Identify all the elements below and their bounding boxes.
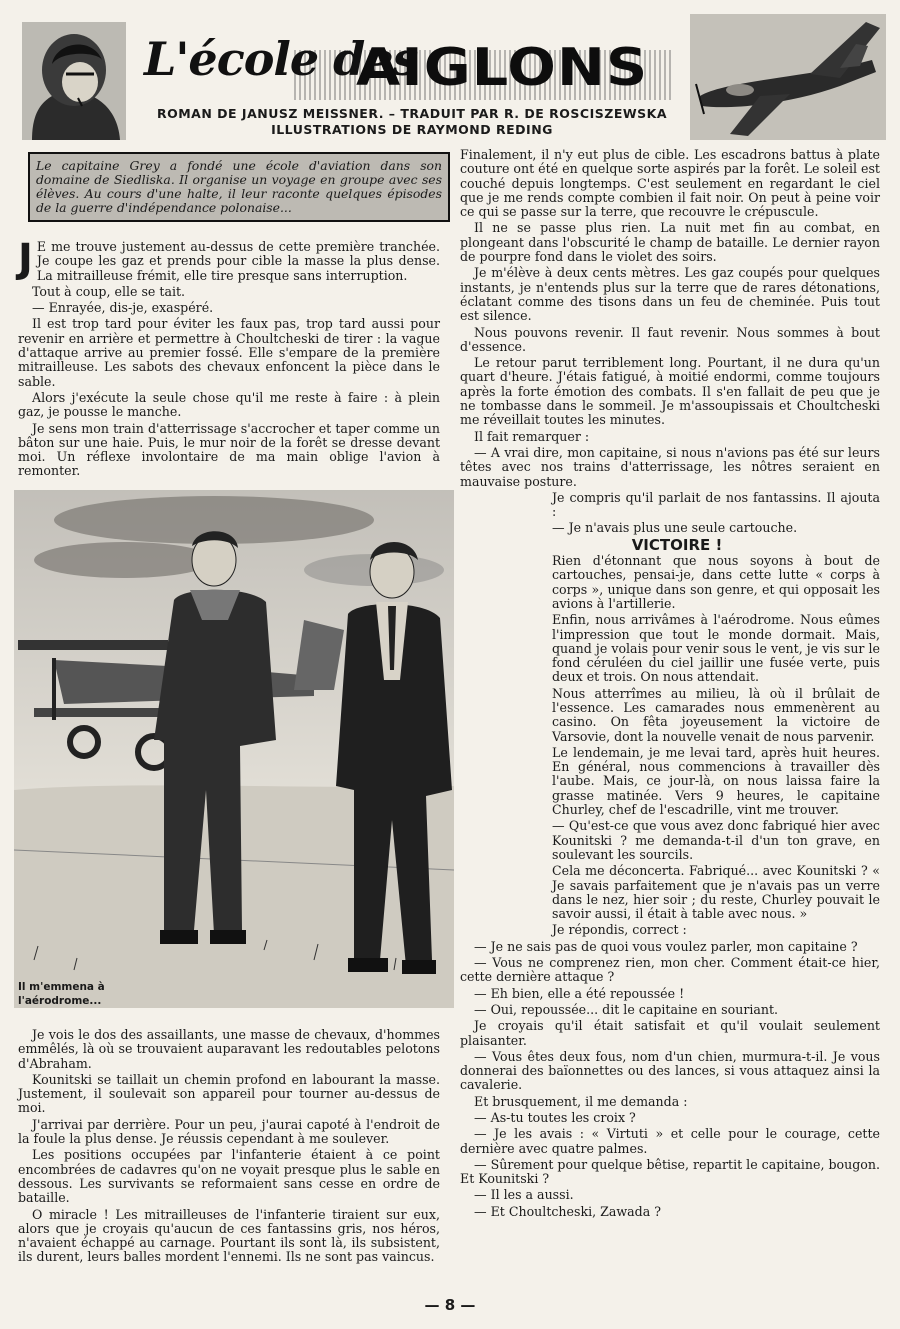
paragraph: — Vous ne comprenez rien, mon cher. Comment était-ce hier, cette dernière attaque ? xyxy=(460,955,880,985)
paragraph: Kounitski se taillait un chemin profond en labourant la masse. Justement, il soulevait son appareil pour tourner au-dessus de moi. xyxy=(18,1071,440,1116)
paragraph: Je croyais qu'il était satisfait et qu'il voulait seulement plaisanter. xyxy=(460,1018,880,1048)
drop-cap: J xyxy=(18,236,33,282)
title-banner xyxy=(134,28,682,98)
paragraph: — Qu'est-ce que vous avez donc fabriqué hier avec Kounitski ? me demanda-t-il d'un ton grave, en soulevant les sourcils. xyxy=(552,818,880,862)
two-aviators-illustration xyxy=(14,490,454,1008)
paragraph: — Je les avais : « Virtuti » et celle pour le courage, cette dernière avec quatre palmes. xyxy=(460,1126,880,1156)
paragraph: O miracle ! Les mitrailleuses de l'infanterie tiraient sur eux, alors que je croyais qu'aucun de ces fantassins gris, nos héros, n'avaient échappé au carnage. Pourtant ils sont là, ils subsistent, ils durent, leurs balles mordent l'ennemi. Ils ne sont pas vaincus. xyxy=(18,1206,440,1265)
title-bold: AIGLONS xyxy=(356,38,649,98)
byline xyxy=(142,106,682,138)
paragraph: — As-tu toutes les croix ? xyxy=(474,1110,636,1125)
title-script: L'école des xyxy=(144,32,418,86)
paragraph: — Sûrement pour quelque bêtise, repartit le capitaine, bougon. Et Kounitski ? xyxy=(460,1156,880,1187)
byline-illustrator: ILLUSTRATIONS DE RAYMOND REDING xyxy=(271,122,553,137)
paragraph: Je m'élève à deux cents mètres. Les gaz coupés pour quelques instants, je n'entends plus sur la terre que de rares détonations, éclatant comme des tisons dans un feu de cheminée. Puis tout est silence. xyxy=(460,265,880,324)
paragraph: Le lendemain, je me levai tard, après huit heures. En général, nous commencions à travailler dès l'aube. Mais, ce jour-là, on nous laissa faire la grasse matinée. Vers 9 heures, le capitaine Churley, chef de l'escadrille, vint me trouver. xyxy=(552,744,880,818)
paragraph: — Eh bien, elle a été repoussée ! xyxy=(474,985,685,1001)
paragraph: Nous atterrîmes au milieu, là où il brûlait de l'essence. Les camarades nous emmenèrent au casino. On fêta joyeusement la victoire de Varsovie, dont la nouvelle venait de nous parvenir. xyxy=(552,685,880,744)
left-column-top xyxy=(18,236,440,481)
masthead xyxy=(22,14,880,140)
paragraph: Alors j'exécute la seule chose qu'il me reste à faire : à plein gaz, je pousse le manche. xyxy=(18,389,440,420)
paragraph: Les positions occupées par l'infanterie étaient à ce point encombrées de cadavres qu'on ne voyait presque plus le sable en dessous. Les survivants se reformaient sans cesse en ordre de bataille. xyxy=(18,1147,440,1206)
paragraph: Il ne se passe plus rien. La nuit met fin au combat, en plongeant dans l'obscurité le champ de bataille. Le dernier rayon de pourpre fond dans le violet des soirs. xyxy=(460,220,880,265)
paragraph: Il est trop tard pour éviter les faux pas, trop tard aussi pour revenir en arrière et permettre à Choultcheski de tirer : la vague d'attaque arrive au premier fossé. Elle s'empare de la première mitrailleuse. Les sabots des chevaux enfoncent la pièce dans le sable. xyxy=(18,316,440,389)
paragraph: Rien d'étonnant que nous soyons à bout de cartouches, pensai-je, dans cette lutte « corps à corps », unique dans son genre, et qui opposait les avions à l'artillerie. xyxy=(552,553,880,611)
paragraph: — Je ne sais pas de quoi vous voulez parler, mon capitaine ? xyxy=(474,938,858,954)
paragraph: Nous pouvons revenir. Il faut revenir. Nous sommes à bout d'essence. xyxy=(460,324,880,354)
paragraph: Je sens mon train d'atterrissage s'accrocher et taper comme un bâton sur une haie. Puis, le mur noir de la forêt se dresse devant moi. Un réflexe involontaire de ma main oblige l'avion à remonter. xyxy=(18,420,440,479)
illustration-caption: Il m'emmena à l'aérodrome... xyxy=(18,981,105,1007)
paragraph: — Je n'avais plus une seule cartouche. xyxy=(552,520,798,536)
page-number: — 8 — xyxy=(424,1296,476,1314)
byline-author: ROMAN DE JANUSZ MEISSNER. – TRADUIT PAR R. DE ROSCISZEWSKA xyxy=(156,106,668,121)
chapter-summary: Le capitaine Grey a fondé une école d'aviation dans son domaine de Siedliska. Il organise un voyage en groupe avec ses élèves. Au cours d'une halte, il leur raconte quelques épisodes de la guerre d'indépendance polonaise... xyxy=(28,152,450,222)
paragraph: — Et Choultcheski, Zawada ? xyxy=(474,1203,661,1219)
paragraph: — A vrai dire, mon capitaine, si nous n'avions pas été sur leurs têtes avec nos trains d'atterrissage, les nôtres seraient en mauvaise posture. xyxy=(460,444,880,489)
paragraph: Et brusquement, il me demanda : xyxy=(474,1093,688,1109)
left-column-bottom xyxy=(18,1028,440,1267)
right-column xyxy=(460,148,880,1221)
paragraph: Enfin, nous arrivâmes à l'aérodrome. Nous eûmes l'impression que tout le monde dormait. Mais, quand je volais pour venir sous le vent, je vis sur le fond céruléen du ciel jaillir une fusée verte, puis deux et trois. On nous attendait. xyxy=(552,612,880,685)
paragraph: — Vous êtes deux fous, nom d'un chien, murmura-t-il. Je vous donnerai des baïonnettes ou des lances, si vous attaquez ainsi la cavalerie. xyxy=(460,1048,880,1093)
paragraph: Il fait remarquer : xyxy=(474,428,590,444)
paragraph: Je vois le dos des assaillants, une masse de chevaux, d'hommes emmêlés, là où se trouvaient auparavant les redoutables pelotons d'Abraham. xyxy=(18,1027,440,1071)
paragraph: — Il les a aussi. xyxy=(474,1187,574,1203)
paragraph: Tout à coup, elle se tait. xyxy=(32,283,186,299)
paragraph: — Enrayée, dis-je, exaspéré. xyxy=(32,300,214,316)
paragraph: Finalement, il n'y eut plus de cible. Les escadrons battus à plate couture ont été en quelque sorte aspirés par la forêt. Le soleil est couché depuis longtemps. C'est seulement en regardant le ciel que je me rends compte combien il fait noir. On peut à peine voir ce qui se passe sur la terre, que recouvre le crépuscule. xyxy=(460,147,880,220)
pilot-portrait-illustration xyxy=(22,22,126,140)
paragraph: — Oui, repoussée... dit le capitaine en souriant. xyxy=(474,1001,779,1017)
fighter-plane-illustration xyxy=(690,14,886,140)
paragraph: Je compris qu'il parlait de nos fantassins. Il ajouta : xyxy=(552,489,880,520)
paragraph: Le retour parut terriblement long. Pourtant, il ne dura qu'un quart d'heure. J'étais fatigué, à moitié endormi, comme toujours après la forte émotion des combats. Il s'en fallait de peu que je ne tombasse dans le sommeil. Je m'assoupissais et Choultcheski me réveillait toutes les minutes. xyxy=(460,355,880,428)
paragraph: J'arrivai par derrière. Pour un peu, j'aurai capoté à l'endroit de la foule la plus dense. Je réussis cependant à me soulever. xyxy=(18,1116,440,1147)
paragraph: J E me trouve justement au-dessus de cette première tranchée. Je coupe les gaz et prends pour cible la masse la plus dense. La mitrailleuse frémit, elle tire presque sans interruption. xyxy=(18,236,440,283)
paragraph: Je répondis, correct : xyxy=(552,922,687,938)
section-heading: VICTOIRE ! xyxy=(631,535,723,554)
paragraph: Cela me déconcerta. Fabriqué... avec Kounitski ? « Je savais parfaitement que je n'avais pas un verre dans le nez, hier soir ; du reste, Churley pouvait le savoir aussi, il était à table avec nous. » xyxy=(552,863,880,922)
